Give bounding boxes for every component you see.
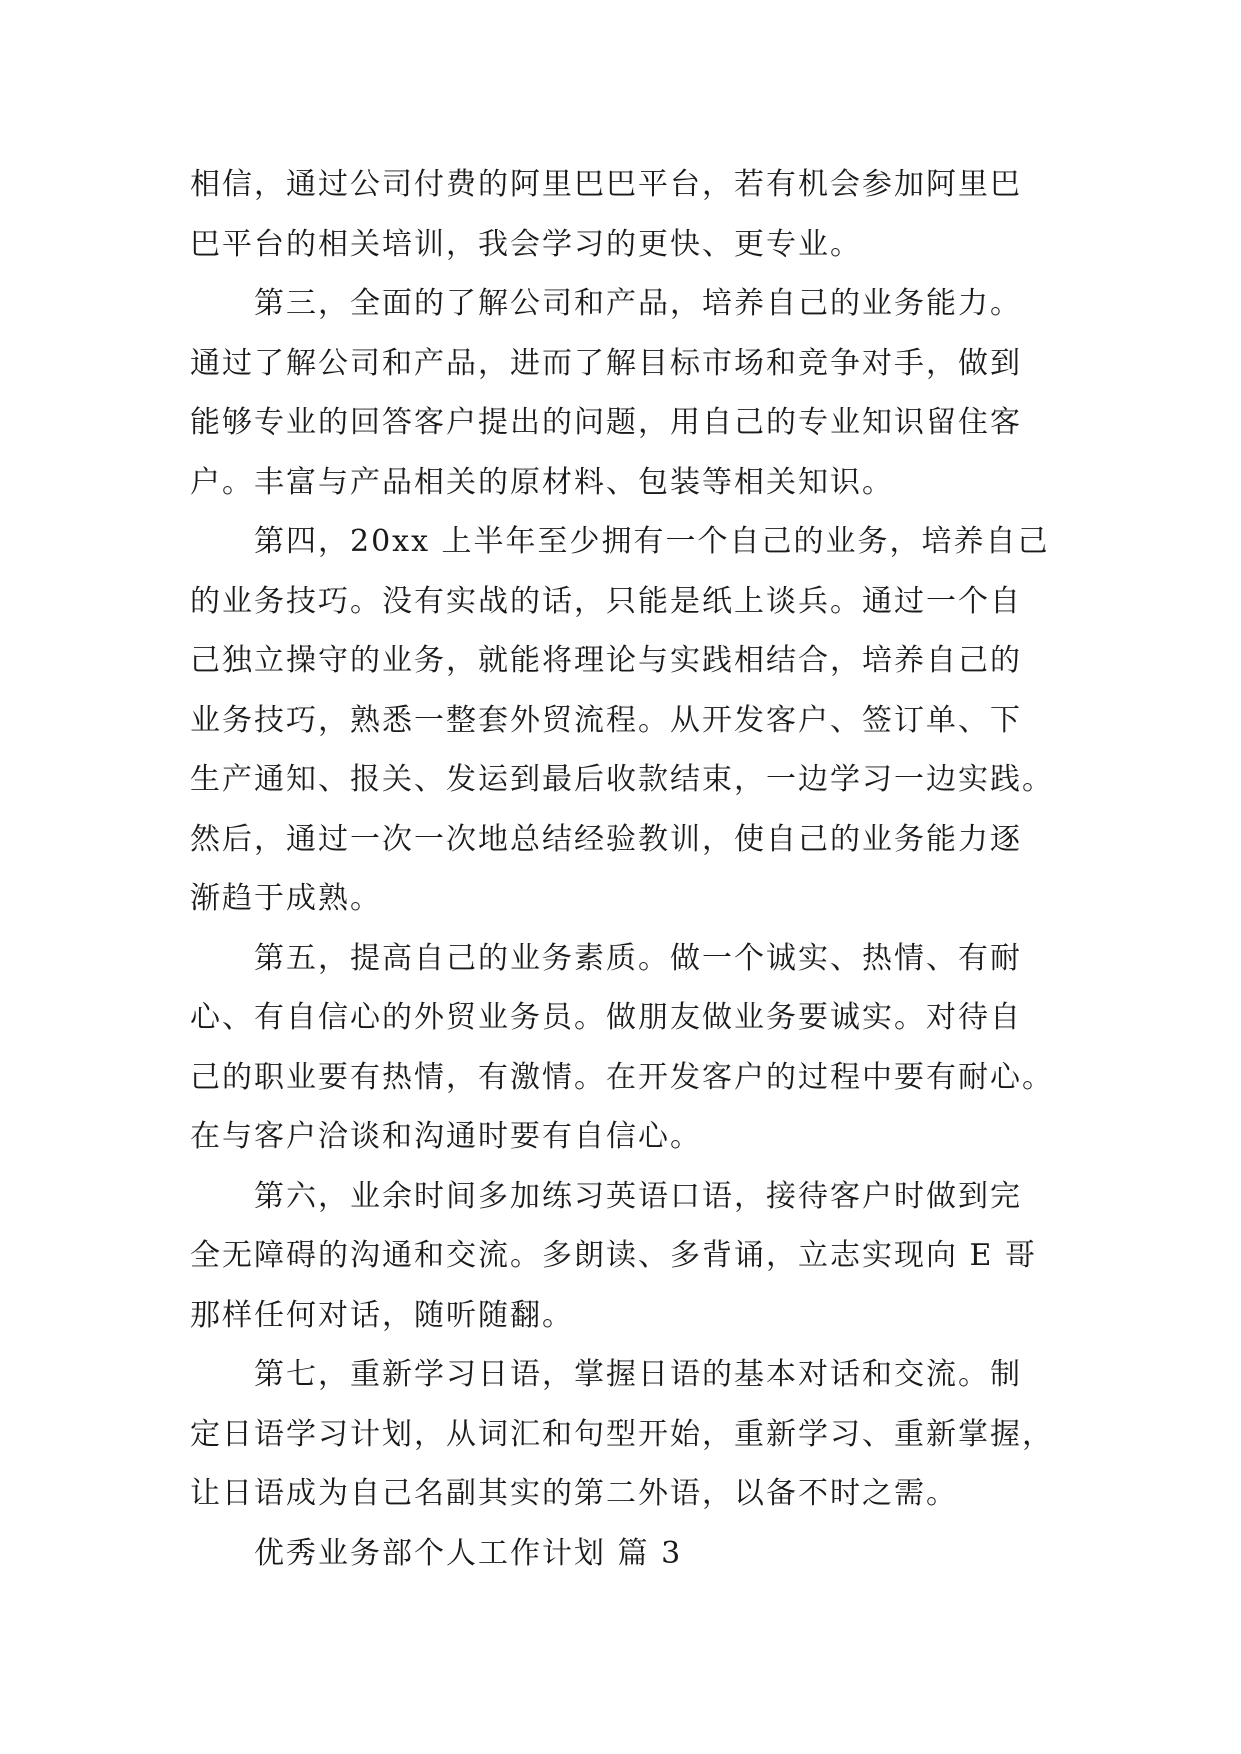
text-line: 通过了解公司和产品，进而了解目标市场和竞争对手，做到 (190, 345, 1022, 381)
paragraph-5 (190, 1167, 1050, 1346)
text-line: 第四，20xx 上半年至少拥有一个自己的业务，培养自己 (254, 524, 1050, 559)
text-line: 那样任何对话，随听随翻。 (190, 1297, 574, 1333)
text-line: 在与客户洽谈和沟通时要有自信心。 (190, 1119, 702, 1154)
text-line: 第三，全面的了解公司和产品，培养自己的业务能力。 (254, 286, 1022, 321)
text-line: 渐趋于成熟。 (190, 881, 382, 916)
text-line: 第六，业余时间多加练习英语口语，接待客户时做到完 (254, 1178, 1022, 1214)
text-line: 心、有自信心的外贸业务员。做朋友做业务要诚实。对待自 (190, 1000, 1022, 1035)
text-line: 己独立操守的业务，就能将理论与实践相结合，培养自己的 (190, 643, 1022, 678)
text-line: 让日语成为自己名副其实的第二外语，以备不时之需。 (190, 1476, 958, 1511)
section-heading (190, 1524, 1050, 1584)
text-line: 己的职业要有热情，有激情。在开发客户的过程中要有耐心。 (190, 1059, 1054, 1095)
text-line: 定日语学习计划，从词汇和句型开始，重新学习、重新掌握， (190, 1416, 1054, 1452)
section-heading-text: 优秀业务部个人工作计划 篇 3 (254, 1535, 683, 1571)
text-line: 全无障碍的沟通和交流。多朗读、多背诵，立志实现向 E 哥 (190, 1238, 1037, 1273)
document-body (190, 155, 1054, 1583)
paragraph-2 (190, 274, 1050, 512)
text-line: 的业务技巧。没有实战的话，只能是纸上谈兵。通过一个自 (190, 583, 1022, 619)
text-line: 户。丰富与产品相关的原材料、包装等相关知识。 (190, 464, 894, 500)
text-line: 能够专业的回答客户提出的问题，用自己的专业知识留住客 (190, 405, 1022, 440)
paragraph-4 (190, 929, 1054, 1167)
paragraph-6 (190, 1345, 1054, 1524)
text-line: 业务技巧，熟悉一整套外贸流程。从开发客户、签订单、下 (190, 702, 1022, 738)
text-line: 然后，通过一次一次地总结经验教训，使自己的业务能力逐 (190, 821, 1022, 857)
paragraph-1 (190, 155, 1050, 274)
text-line: 第七，重新学习日语，掌握日语的基本对话和交流。制 (254, 1357, 1022, 1392)
text-line: 生产通知、报关、发运到最后收款结束，一边学习一边实践。 (190, 762, 1054, 797)
text-line: 第五，提高自己的业务素质。做一个诚实、热情、有耐 (254, 940, 1022, 976)
text-line: 巴平台的相关培训，我会学习的更快、更专业。 (190, 226, 862, 262)
text-line: 相信，通过公司付费的阿里巴巴平台，若有机会参加阿里巴 (190, 167, 1022, 202)
paragraph-3 (190, 512, 1054, 929)
